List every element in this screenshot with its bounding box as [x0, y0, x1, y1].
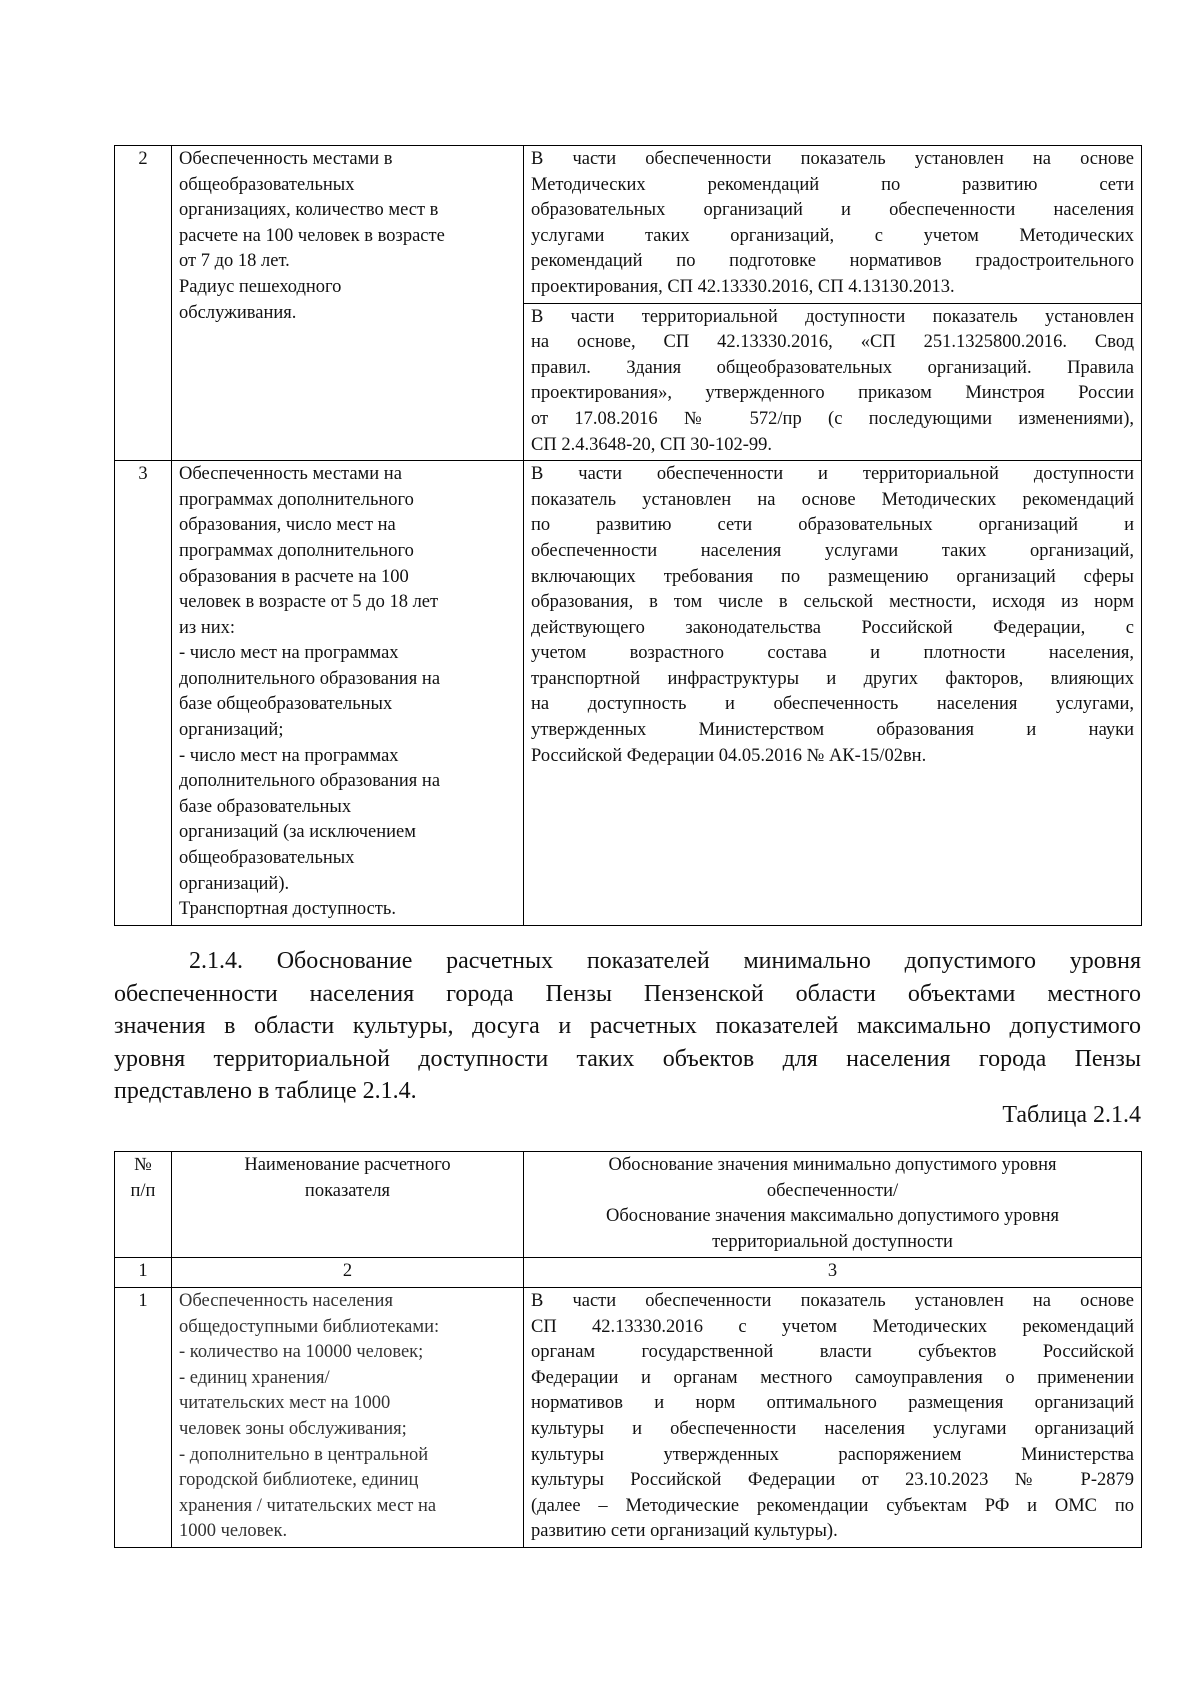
text-line: нормативов и норм оптимального размещения организаций	[531, 1393, 1134, 1414]
text-line: правил. Здания общеобразовательных организаций. Правила	[531, 357, 1134, 378]
text-line: показатель установлен на основе Методических рекомендаций	[531, 489, 1134, 510]
text-line: из них:	[179, 617, 236, 638]
column-number: 3	[524, 1258, 1142, 1288]
text-line: Радиус пешеходного	[179, 276, 342, 297]
text-line: №	[134, 1155, 152, 1175]
text-line: организациях, количество мест в	[179, 200, 439, 221]
text-line: Транспортная доступность.	[179, 899, 396, 920]
text-line: программах дополнительного	[179, 489, 414, 510]
basis-cell	[524, 146, 1142, 304]
continuation-table	[114, 145, 1142, 926]
text-line: СП 42.13330.2016 с учетом Методических рекомендаций	[531, 1316, 1134, 1337]
text-line: программах дополнительного	[179, 540, 414, 561]
text-line: утвержденных Министерством образования и науки	[531, 720, 1134, 741]
text-line: городской библиотеке, единиц	[179, 1470, 419, 1491]
text-line: В части обеспеченности и территориальной доступности	[531, 464, 1134, 485]
row-number: 2	[115, 146, 172, 461]
text-line: (далее – Методические рекомендации субъектам РФ и ОМС по	[531, 1495, 1134, 1516]
text-line: образования, число мест на	[179, 515, 396, 536]
column-number-row	[115, 1258, 1142, 1288]
text-line: расчете на 100 человек в возрасте	[179, 225, 445, 246]
text-line: базе общеобразовательных	[179, 694, 393, 715]
table-header-row	[115, 1152, 1142, 1258]
text-line: на основе, СП 42.13330.2016, «СП 251.1325800.2016. Свод	[531, 332, 1134, 353]
text-line: В части обеспеченности показатель установлен на основе	[531, 149, 1134, 169]
text-line: проектирования», утвержденного приказом Минстроя России	[531, 383, 1134, 404]
text-line: культуры Российской Федерации от 23.10.2023 № Р-2879	[531, 1470, 1134, 1491]
header-num	[115, 1152, 172, 1258]
text-line: дополнительного образования на	[179, 668, 441, 689]
text-line: учетом возрастного состава и плотности населения,	[531, 643, 1134, 664]
text-line: развитию сети организаций культуры).	[531, 1521, 838, 1542]
text-line: образования, в том числе в сельской местности, исходя из норм	[531, 592, 1134, 613]
basis-cell	[524, 1287, 1142, 1547]
text-line: Обеспеченность населения	[179, 1290, 393, 1311]
text-line: от 17.08.2016 № 572/пр (с последующими изменениями),	[531, 408, 1134, 429]
row-number: 1	[115, 1287, 172, 1547]
text-line: Обоснование значения максимально допустимого уровня	[605, 1206, 1059, 1227]
text-line: Наименование расчетного	[244, 1155, 451, 1175]
text-line: транспортной инфраструктуры и других факторов, влияющих	[531, 668, 1134, 689]
text-line: общеобразовательных	[179, 848, 355, 869]
text-line: включающих требования по размещению организаций сферы	[531, 566, 1134, 587]
text-line: обеспеченности населения услугами таких организаций,	[531, 540, 1134, 561]
text-line: дополнительного образования на	[179, 771, 441, 792]
text-line: образовательных организаций и обеспеченности населения	[531, 200, 1134, 221]
text-line: п/п	[130, 1180, 156, 1201]
text-line: В части обеспеченности показатель установлен на основе	[531, 1290, 1134, 1311]
text-line: образования в расчете на 100	[179, 566, 409, 587]
text-line: 1000 человек.	[179, 1521, 288, 1542]
basis-cell	[524, 303, 1142, 461]
table-row	[115, 146, 1142, 304]
text-line: человек в возрасте от 5 до 18 лет	[179, 592, 439, 613]
text-line: - дополнительно в центральной	[179, 1444, 429, 1465]
text-line: Обоснование значения минимально допустимого уровня	[608, 1155, 1057, 1175]
text-line: - единиц хранения/	[179, 1367, 330, 1388]
text-line: организаций;	[179, 720, 284, 741]
text-line: В части территориальной доступности показатель установлен	[531, 306, 1134, 327]
text-line: обеспеченности/	[766, 1180, 899, 1201]
text-line: общедоступными библиотеками:	[179, 1316, 440, 1337]
text-line: действующего законодательства Российской Федерации, с	[531, 617, 1134, 638]
text-line: общеобразовательных	[179, 174, 355, 195]
text-line: на доступность и обеспеченность населения услугами,	[531, 694, 1134, 715]
table-row	[115, 461, 1142, 926]
column-number: 1	[115, 1258, 172, 1288]
text-line: организаций).	[179, 873, 290, 894]
text-line: Обеспеченность местами в	[179, 149, 393, 169]
text-line: - количество на 10000 человек;	[179, 1342, 424, 1363]
indicator-name-cell	[172, 1287, 524, 1547]
paragraph-line: 2.1.4. Обоснование расчетных показателей минимально допустимого уровня	[189, 948, 1141, 974]
text-line: рекомендаций по подготовке нормативов градостроительного	[531, 251, 1134, 272]
text-line: Российской Федерации 04.05.2016 № АК-15/02вн.	[531, 745, 927, 766]
header-name	[172, 1152, 524, 1258]
text-line: органам государственной власти субъектов Российской	[531, 1342, 1134, 1363]
indicator-name-cell	[172, 146, 524, 461]
paragraph-line: обеспеченности населения города Пензы Пензенской области объектами местного	[114, 980, 1141, 1007]
text-line: - число мест на программах	[179, 643, 399, 664]
text-line: показателя	[304, 1180, 391, 1201]
text-line: Федерации и органам местного самоуправления о применении	[531, 1367, 1134, 1388]
text-line: - число мест на программах	[179, 745, 399, 766]
text-line: по развитию сети образовательных организаций и	[531, 515, 1134, 536]
paragraph-line: значения в области культуры, досуга и расчетных показателей максимально допустимого	[114, 1013, 1141, 1039]
indicator-name-cell	[172, 461, 524, 926]
table-2-1-4	[114, 1151, 1142, 1548]
text-line: культуры и обеспеченности населения услугами организаций	[531, 1418, 1134, 1439]
text-line: хранения / читательских мест на	[179, 1495, 437, 1516]
text-line: территориальной доступности	[712, 1231, 953, 1252]
table-caption: Таблица 2.1.4	[1002, 1102, 1141, 1128]
text-line: проектирования, СП 42.13330.2016, СП 4.13130.2013.	[531, 276, 955, 297]
text-line: Методических рекомендаций по развитию сети	[531, 174, 1134, 195]
paragraph-line: представлено в таблице 2.1.4.	[114, 1078, 417, 1104]
text-line: услугами таких организаций, с учетом Методических	[531, 225, 1134, 246]
paragraph-line: уровня территориальной доступности таких объектов для населения города Пензы	[114, 1045, 1141, 1072]
text-line: читательских мест на 1000	[179, 1393, 391, 1414]
text-line: от 7 до 18 лет.	[179, 251, 290, 272]
text-line: организаций (за исключением	[179, 822, 416, 843]
section-paragraph	[114, 945, 1141, 1108]
row-number: 3	[115, 461, 172, 926]
table-row	[115, 1287, 1142, 1547]
text-line: базе образовательных	[179, 796, 352, 817]
text-line: СП 2.4.3648-20, СП 30-102-99.	[531, 434, 773, 455]
text-line: человек зоны обслуживания;	[179, 1418, 407, 1439]
column-number: 2	[172, 1258, 524, 1288]
basis-cell	[524, 461, 1142, 926]
text-line: обслуживания.	[179, 302, 297, 323]
text-line: культуры утвержденных распоряжением Министерства	[531, 1444, 1134, 1465]
header-basis	[524, 1152, 1142, 1258]
text-line: Обеспеченность местами на	[179, 464, 402, 485]
